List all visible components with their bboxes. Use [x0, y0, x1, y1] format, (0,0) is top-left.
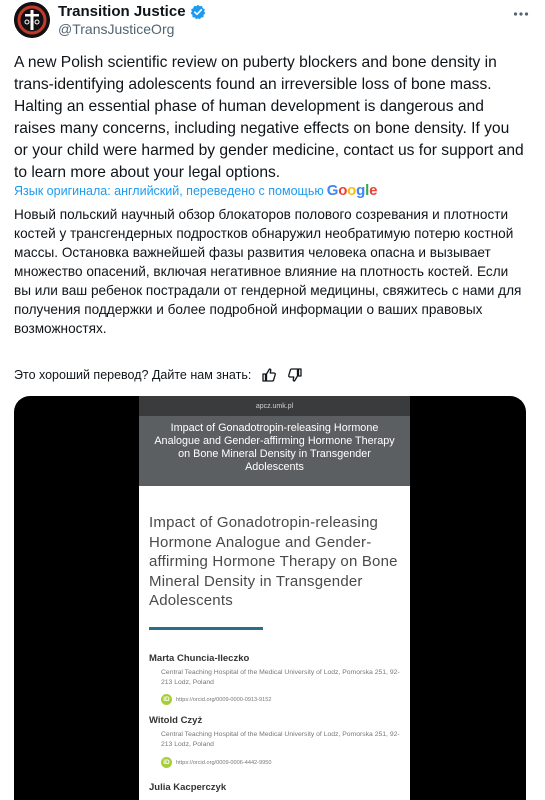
- verified-badge-icon[interactable]: [190, 4, 206, 20]
- title-divider: [149, 627, 263, 630]
- user-handle[interactable]: @TransJusticeOrg: [58, 21, 175, 37]
- display-name[interactable]: Transition Justice: [58, 3, 186, 20]
- google-letter: g: [356, 182, 366, 199]
- orcid-icon: iD: [161, 694, 172, 705]
- browser-url-bar: apcz.umk.pl: [139, 396, 410, 416]
- avatar[interactable]: [14, 2, 50, 38]
- article-banner: Impact of Gonadotropin-releasing Hormone Analogue and Gender-affirming Hormone Therapy on Bone Mineral Density in Transgender Adolescents: [139, 416, 410, 486]
- thumbs-down-icon[interactable]: [287, 367, 303, 383]
- orcid-link: https://orcid.org/0009-0006-4442-9950: [176, 759, 272, 766]
- orcid-link: https://orcid.org/0009-0000-0913-9152: [176, 696, 272, 703]
- translation-feedback: [14, 367, 303, 383]
- orcid-icon: iD: [161, 757, 172, 768]
- translation-note[interactable]: [14, 182, 377, 199]
- article-screenshot: [139, 396, 410, 800]
- author-affiliation: Central Teaching Hospital of the Medical University of Lodz, Pomorska 251, 92-213 Lodz, Poland: [161, 669, 400, 686]
- author-name: Witold Czyż: [149, 715, 203, 726]
- tweet-text: A new Polish scientific review on puberty blockers and bone density in trans-identifying adolescents found an irreversible loss of bone mass. Halting an essential phase of human development is dangerous and raises many concerns, including negative effects on bone density. If you or your child were harmed by gender medicine, contact us for support and to learn more about your legal options.: [14, 54, 524, 181]
- google-letter: G: [326, 182, 339, 199]
- translation-note-text: Язык оригинала: английский, переведено с помощью: [14, 183, 324, 198]
- google-letter: o: [338, 182, 348, 199]
- avatar-logo-icon: [14, 2, 50, 38]
- tweet-media[interactable]: [14, 396, 526, 800]
- more-options-icon[interactable]: [511, 4, 531, 24]
- tweet-header: [0, 0, 545, 42]
- author-orcid: [161, 694, 271, 705]
- author-affiliation: Central Teaching Hospital of the Medical University of Lodz, Pomorska 251, 92-213 Lodz, Poland: [161, 731, 400, 748]
- author-orcid: [161, 757, 271, 768]
- name-row: [58, 3, 206, 20]
- translated-text: Новый польский научный обзор блокаторов полового созревания и плотности костей у трансгендерных подростков обнаружил необратимую потерю костной массы. Остановка важнейшей фазы развития человека опасна и вызывает множество опасений, включая негативное влияние на плотность костей. Если вы или ваш ребенок пострадали от гендерной медицины, свяжитесь с нами для получения поддержки и более подробной информации о ваших правовых возможностях.: [14, 207, 522, 336]
- google-logo: [327, 182, 378, 199]
- google-letter: o: [347, 182, 357, 199]
- thumbs-up-icon[interactable]: [261, 367, 277, 383]
- author-name: Marta Chuncia-Ileczko: [149, 653, 250, 664]
- feedback-prompt: Это хороший перевод? Дайте нам знать:: [14, 368, 252, 382]
- paper-title: Impact of Gonadotropin-releasing Hormone Analogue and Gender-affirming Hormone Therapy on Bone Mineral Density in Transgender Adolescents: [149, 514, 398, 609]
- google-letter: e: [369, 182, 378, 199]
- author-name: Julia Kacperczyk: [149, 782, 227, 793]
- google-letter: l: [365, 182, 370, 199]
